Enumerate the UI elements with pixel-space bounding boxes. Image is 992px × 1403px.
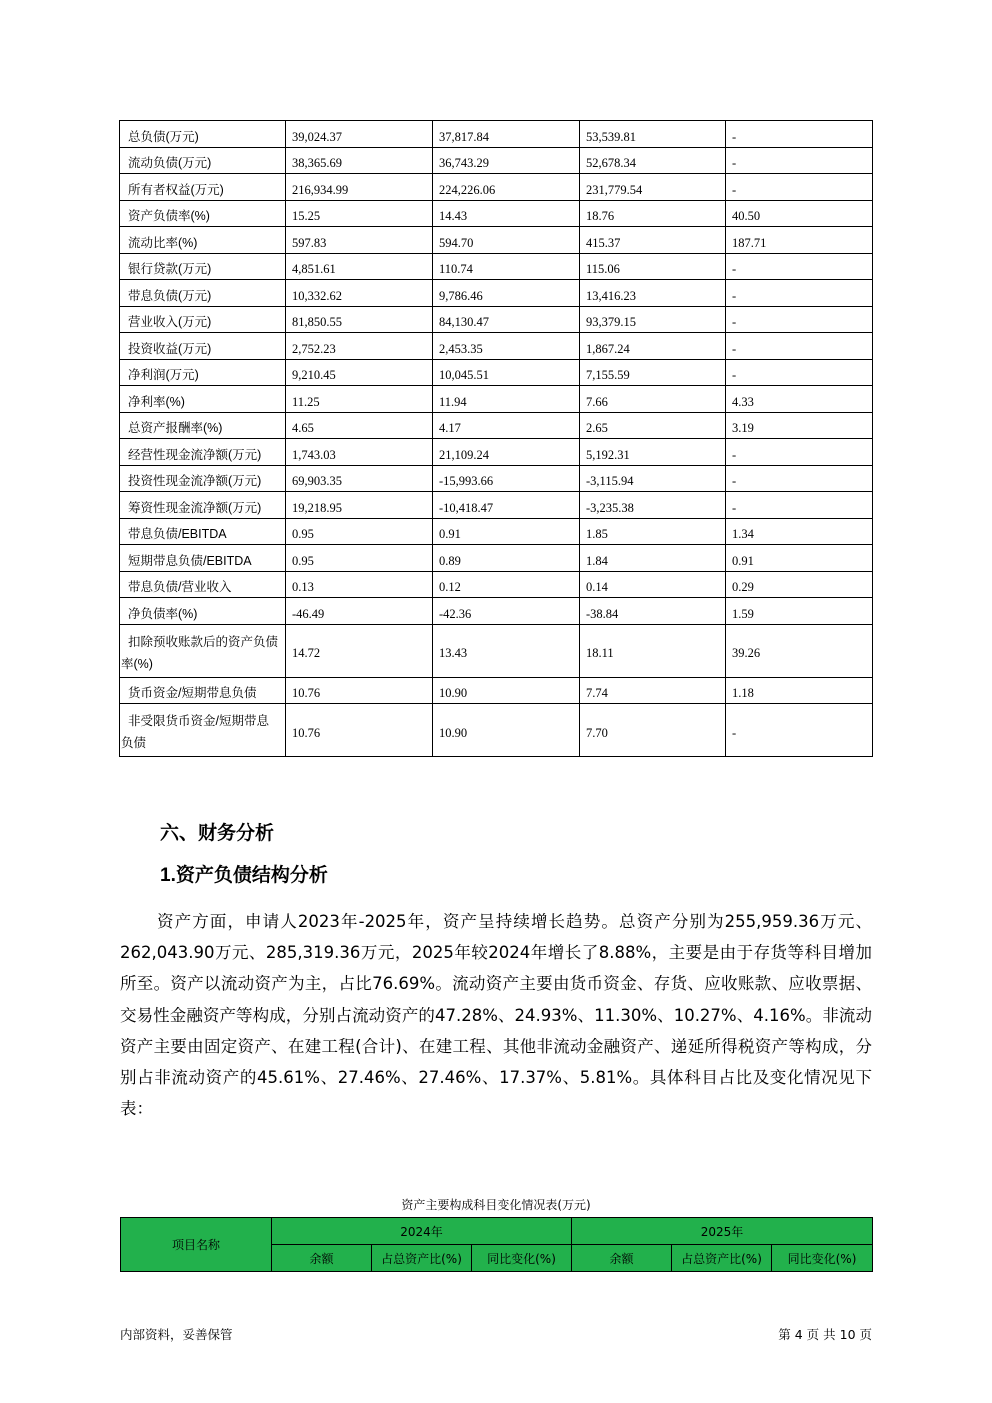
value-cell: 1.18: [726, 677, 873, 704]
balance-header: 余额: [272, 1245, 372, 1272]
table-row: [120, 227, 873, 254]
value-cell: 15.25: [286, 200, 433, 227]
value-cell: 216,934.99: [286, 174, 433, 201]
value-cell: -: [726, 253, 873, 280]
section-heading: 六、财务分析: [160, 823, 275, 844]
table-row: [120, 545, 873, 572]
value-cell: -: [726, 174, 873, 201]
table-row: [120, 412, 873, 439]
footer-confidential: 内部资料，妥善保管: [120, 1327, 233, 1342]
table-row: [120, 677, 873, 704]
value-cell: 11.25: [286, 386, 433, 413]
yoy-header: 同比变化(%): [472, 1245, 572, 1272]
value-cell: 7,155.59: [580, 359, 726, 386]
value-cell: 13,416.23: [580, 280, 726, 307]
table-row: [120, 492, 873, 519]
row-label: 扣除预收账款后的资产负债率(%): [120, 624, 286, 677]
value-cell: 81,850.55: [286, 306, 433, 333]
table-row: [120, 121, 873, 148]
value-cell: 93,379.15: [580, 306, 726, 333]
row-label: 带息负债/EBITDA: [120, 518, 286, 545]
table-row: [120, 333, 873, 360]
table-row: [120, 280, 873, 307]
table-row: [120, 439, 873, 466]
value-cell: -: [726, 280, 873, 307]
value-cell: 10.76: [286, 704, 433, 757]
value-cell: 0.95: [286, 518, 433, 545]
value-cell: 10.90: [433, 677, 580, 704]
value-cell: 0.13: [286, 571, 433, 598]
row-label: 银行贷款(万元): [120, 253, 286, 280]
table-row: [120, 147, 873, 174]
financial-indicator-table: [119, 120, 873, 757]
row-label: 所有者权益(万元): [120, 174, 286, 201]
value-cell: 1.34: [726, 518, 873, 545]
value-cell: 13.43: [433, 624, 580, 677]
value-cell: 10.90: [433, 704, 580, 757]
value-cell: 4.65: [286, 412, 433, 439]
value-cell: 415.37: [580, 227, 726, 254]
table-row: [120, 624, 873, 677]
value-cell: 224,226.06: [433, 174, 580, 201]
row-label: 流动比率(%): [120, 227, 286, 254]
table-caption: 资产主要构成科目变化情况表(万元): [401, 1198, 591, 1212]
value-cell: 38,365.69: [286, 147, 433, 174]
value-cell: 231,779.54: [580, 174, 726, 201]
value-cell: -: [726, 492, 873, 519]
value-cell: 187.71: [726, 227, 873, 254]
value-cell: 40.50: [726, 200, 873, 227]
value-cell: -42.36: [433, 598, 580, 625]
value-cell: -: [726, 704, 873, 757]
row-label: 营业收入(万元): [120, 306, 286, 333]
value-cell: -: [726, 333, 873, 360]
value-cell: 110.74: [433, 253, 580, 280]
value-cell: 1,743.03: [286, 439, 433, 466]
value-cell: 594.70: [433, 227, 580, 254]
analysis-paragraph: 资产方面，申请人2023年-2025年，资产呈持续增长趋势。总资产分别为255,959.36万元、262,043.90万元、285,319.36万元，2025年较2024年增长了8.88%，主要是由于存货等科目增加所至。资产以流动资产为主，占比76.69%。流动资产主要由货币资金、存货、应收账款、应收票据、交易性金融资产等构成，分别占流动资产的47.28%、24.93%、11.30%、10.27%、4.16%。非流动资产主要由固定资产、在建工程(合计)、在建工程、其他非流动金融资产、递延所得税资产等构成，分别占非流动资产的45.61%、27.46%、27.46%、17.37%、5.81%。具体科目占比及变化情况见下表：: [120, 912, 872, 1119]
value-cell: 0.14: [580, 571, 726, 598]
value-cell: 0.91: [433, 518, 580, 545]
value-cell: -: [726, 147, 873, 174]
ratio-header: 占总资产比(%): [372, 1245, 472, 1272]
value-cell: 0.12: [433, 571, 580, 598]
value-cell: -46.49: [286, 598, 433, 625]
table-row: [120, 598, 873, 625]
table-row: [120, 518, 873, 545]
row-label: 经营性现金流净额(万元): [120, 439, 286, 466]
value-cell: -3,235.38: [580, 492, 726, 519]
table-row: [120, 200, 873, 227]
value-cell: 11.94: [433, 386, 580, 413]
table-row: [120, 465, 873, 492]
year-header-2024: 2024年: [272, 1218, 572, 1245]
value-cell: 0.89: [433, 545, 580, 572]
value-cell: -: [726, 359, 873, 386]
item-name-header: 项目名称: [121, 1218, 272, 1272]
value-cell: 2.65: [580, 412, 726, 439]
value-cell: 4,851.61: [286, 253, 433, 280]
value-cell: 9,210.45: [286, 359, 433, 386]
value-cell: -10,418.47: [433, 492, 580, 519]
value-cell: 10,045.51: [433, 359, 580, 386]
table-row: [120, 306, 873, 333]
row-label: 资产负债率(%): [120, 200, 286, 227]
table-row: [120, 386, 873, 413]
row-label: 流动负债(万元): [120, 147, 286, 174]
value-cell: 84,130.47: [433, 306, 580, 333]
sub-heading: 1.资产负债结构分析: [160, 865, 328, 886]
value-cell: 9,786.46: [433, 280, 580, 307]
year-header-2025: 2025年: [572, 1218, 873, 1245]
value-cell: 1.59: [726, 598, 873, 625]
table-row: [120, 174, 873, 201]
value-cell: 5,192.31: [580, 439, 726, 466]
value-cell: 1.84: [580, 545, 726, 572]
value-cell: 52,678.34: [580, 147, 726, 174]
value-cell: 19,218.95: [286, 492, 433, 519]
value-cell: 7.74: [580, 677, 726, 704]
row-label: 筹资性现金流净额(万元): [120, 492, 286, 519]
row-label: 投资收益(万元): [120, 333, 286, 360]
table-row: [120, 704, 873, 757]
row-label: 净利润(万元): [120, 359, 286, 386]
yoy-header: 同比变化(%): [772, 1245, 873, 1272]
value-cell: 39,024.37: [286, 121, 433, 148]
value-cell: 7.70: [580, 704, 726, 757]
value-cell: -: [726, 306, 873, 333]
value-cell: -15,993.66: [433, 465, 580, 492]
row-label: 总负债(万元): [120, 121, 286, 148]
table-row: [120, 571, 873, 598]
value-cell: 53,539.81: [580, 121, 726, 148]
value-cell: 36,743.29: [433, 147, 580, 174]
footer-page-number: 第 4 页 共 10 页: [778, 1327, 872, 1342]
value-cell: 3.19: [726, 412, 873, 439]
value-cell: 39.26: [726, 624, 873, 677]
value-cell: 2,752.23: [286, 333, 433, 360]
table-row: [120, 253, 873, 280]
table-row: [120, 359, 873, 386]
value-cell: 2,453.35: [433, 333, 580, 360]
value-cell: 21,109.24: [433, 439, 580, 466]
value-cell: 7.66: [580, 386, 726, 413]
row-label: 带息负债(万元): [120, 280, 286, 307]
value-cell: 4.33: [726, 386, 873, 413]
row-label: 短期带息负债/EBITDA: [120, 545, 286, 572]
balance-header: 余额: [572, 1245, 672, 1272]
value-cell: 10,332.62: [286, 280, 433, 307]
value-cell: 18.76: [580, 200, 726, 227]
value-cell: 0.95: [286, 545, 433, 572]
row-label: 投资性现金流净额(万元): [120, 465, 286, 492]
asset-composition-table: [120, 1217, 873, 1272]
value-cell: 115.06: [580, 253, 726, 280]
value-cell: 37,817.84: [433, 121, 580, 148]
value-cell: 14.43: [433, 200, 580, 227]
value-cell: 10.76: [286, 677, 433, 704]
row-label: 净利率(%): [120, 386, 286, 413]
ratio-header: 占总资产比(%): [672, 1245, 772, 1272]
value-cell: 1,867.24: [580, 333, 726, 360]
value-cell: 0.91: [726, 545, 873, 572]
row-label: 非受限货币资金/短期带息负债: [120, 704, 286, 757]
row-label: 带息负债/营业收入: [120, 571, 286, 598]
value-cell: -: [726, 121, 873, 148]
row-label: 货币资金/短期带息负债: [120, 677, 286, 704]
value-cell: 597.83: [286, 227, 433, 254]
value-cell: 1.85: [580, 518, 726, 545]
value-cell: -3,115.94: [580, 465, 726, 492]
value-cell: 4.17: [433, 412, 580, 439]
row-label: 净负债率(%): [120, 598, 286, 625]
value-cell: 0.29: [726, 571, 873, 598]
value-cell: 69,903.35: [286, 465, 433, 492]
value-cell: -: [726, 439, 873, 466]
value-cell: 18.11: [580, 624, 726, 677]
row-label: 总资产报酬率(%): [120, 412, 286, 439]
value-cell: -38.84: [580, 598, 726, 625]
value-cell: 14.72: [286, 624, 433, 677]
value-cell: -: [726, 465, 873, 492]
